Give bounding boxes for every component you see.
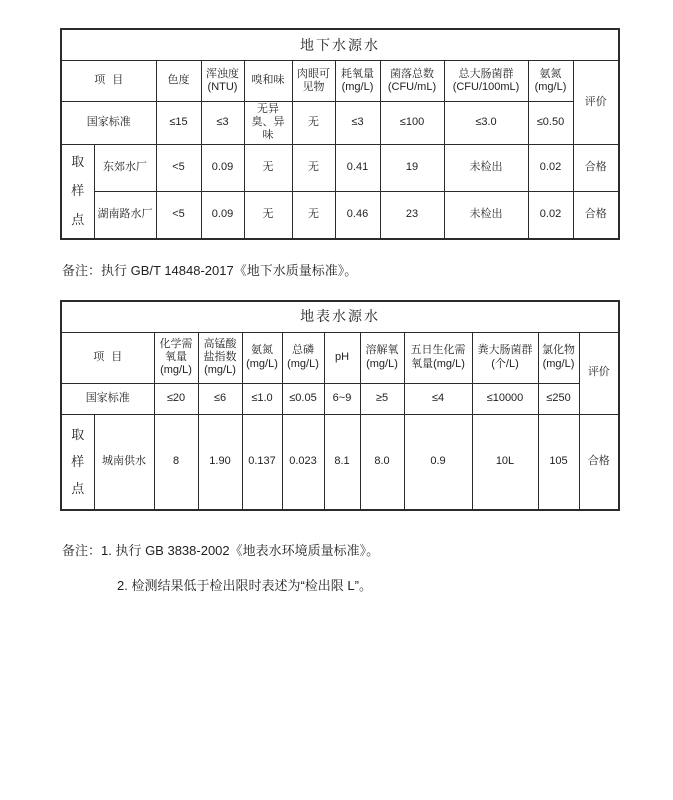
site-name: 城南供水 — [94, 414, 154, 510]
evaluation-value: 合格 — [579, 414, 619, 510]
column-header-ph — [324, 332, 360, 383]
sample-point-char: 点 — [71, 212, 85, 228]
column-name: 氯化物 — [542, 344, 575, 357]
standard-value: ≤250 — [538, 383, 579, 414]
cell-value: 0.02 — [528, 144, 573, 191]
sample-point-char: 取 — [71, 426, 85, 442]
sample-point-label — [61, 414, 94, 510]
groundwater-table-title: 地下水源水 — [61, 29, 619, 61]
standard-value: ≤10000 — [472, 383, 538, 414]
standard-value: ≤3.0 — [444, 102, 528, 145]
column-header-color — [156, 61, 201, 102]
cell-value: 无 — [292, 191, 335, 239]
cell-value: 0.02 — [528, 191, 573, 239]
column-name: 耗氧量 — [341, 67, 374, 80]
column-header-dissolved-oxygen — [360, 332, 404, 383]
evaluation-header: 评价 — [573, 61, 619, 145]
column-name: 氨氮 — [539, 67, 562, 80]
column-name: 色度 — [167, 74, 190, 87]
column-header-permanganate-index — [198, 332, 242, 383]
cell-value: 0.09 — [201, 144, 244, 191]
column-unit: (个/L) — [491, 357, 519, 370]
groundwater-table — [60, 28, 620, 240]
column-header-fecal-coliforms — [472, 332, 538, 383]
column-header-cod — [154, 332, 198, 383]
column-unit: (mg/L) — [534, 81, 567, 93]
column-name: 溶解氧 — [365, 344, 399, 357]
column-name: 总大肠菌群 — [458, 67, 514, 80]
column-unit: (mg/L) — [246, 357, 278, 370]
cell-value: 19 — [380, 144, 444, 191]
cell-value: 8 — [154, 414, 198, 510]
column-header-chloride — [538, 332, 579, 383]
standard-value: ≤6 — [198, 383, 242, 414]
cell-value: 未检出 — [444, 144, 528, 191]
standard-value: ≤3 — [335, 102, 380, 145]
national-standard-header: 国家标准 — [61, 383, 154, 414]
column-name: 氨氮 — [251, 344, 273, 357]
surface-water-table-title: 地表水源水 — [61, 301, 619, 333]
standard-value: ≤0.05 — [282, 383, 324, 414]
standard-value: ≤4 — [404, 383, 472, 414]
cell-value: 0.41 — [335, 144, 380, 191]
column-header-odor — [244, 61, 292, 102]
column-name: pH — [334, 350, 350, 363]
column-unit: (mg/L) — [366, 357, 398, 370]
cell-value: 10L — [472, 414, 538, 510]
cell-value: 8.1 — [324, 414, 360, 510]
column-unit: (mg/L) — [433, 357, 465, 370]
column-header-colony-count — [380, 61, 444, 102]
standard-value: ≤1.0 — [242, 383, 282, 414]
column-header-total-phosphorus — [282, 332, 324, 383]
cell-value: 无 — [244, 144, 292, 191]
cell-value: 0.9 — [404, 414, 472, 510]
standard-value: 6~9 — [324, 383, 360, 414]
standard-value: 无异臭、异味 — [244, 102, 292, 145]
surface-water-note-2: 2. 检测结果低于检出限时表述为“检出限 L”。 — [117, 577, 372, 593]
sample-point-char: 样 — [71, 183, 85, 199]
surface-water-note-1: 备注：1. 执行 GB 3838-2002《地表水环境质量标准》。 — [62, 542, 380, 558]
evaluation-value: 合格 — [573, 144, 619, 191]
standard-value: 无 — [292, 102, 335, 145]
column-unit: (CFU/mL) — [387, 81, 437, 93]
column-header-coliforms — [444, 61, 528, 102]
column-header-oxygen-consumption — [335, 61, 380, 102]
column-header-turbidity — [201, 61, 244, 102]
column-unit: (mg/L) — [204, 364, 236, 377]
cell-value: <5 — [156, 191, 201, 239]
cell-value: 0.46 — [335, 191, 380, 239]
column-header-visible-matter — [292, 61, 335, 102]
national-standard-header: 国家标准 — [61, 102, 156, 145]
cell-value: 23 — [380, 191, 444, 239]
sample-point-char: 取 — [71, 154, 85, 170]
item-header: 项目 — [61, 332, 154, 383]
column-name: 化学需氧量 — [159, 337, 193, 363]
column-name: 嗅和味 — [251, 74, 285, 87]
column-header-ammonia — [528, 61, 573, 102]
item-header: 项目 — [61, 61, 156, 102]
cell-value: 0.137 — [242, 414, 282, 510]
column-unit: (mg/L) — [542, 357, 575, 370]
standard-value: ≥5 — [360, 383, 404, 414]
groundwater-note: 备注：执行 GB/T 14848-2017《地下水质量标准》。 — [62, 262, 358, 278]
column-unit: (mg/L) — [287, 357, 319, 370]
cell-value: 1.90 — [198, 414, 242, 510]
standard-value: ≤20 — [154, 383, 198, 414]
cell-value: 0.09 — [201, 191, 244, 239]
site-name: 湖南路水厂 — [94, 191, 156, 239]
evaluation-header: 评价 — [579, 332, 619, 414]
standard-value: ≤3 — [201, 102, 244, 145]
column-name: 高锰酸盐指数 — [203, 337, 237, 363]
cell-value: 未检出 — [444, 191, 528, 239]
cell-value: <5 — [156, 144, 201, 191]
column-name: 浑浊度 — [206, 67, 239, 80]
evaluation-value: 合格 — [573, 191, 619, 239]
cell-value: 8.0 — [360, 414, 404, 510]
column-unit: (NTU) — [207, 81, 238, 93]
column-name: 粪大肠菌群 — [477, 344, 533, 357]
column-unit: (CFU/100mL) — [452, 81, 520, 93]
sample-point-char: 样 — [71, 453, 85, 469]
cell-value: 无 — [244, 191, 292, 239]
cell-value: 0.023 — [282, 414, 324, 510]
column-name: 菌落总数 — [390, 67, 434, 80]
column-header-ammonia — [242, 332, 282, 383]
column-name: 五日生化需氧量 — [410, 344, 466, 370]
column-unit: (mg/L) — [341, 81, 374, 93]
standard-value: ≤100 — [380, 102, 444, 145]
column-header-bod5 — [404, 332, 472, 383]
cell-value: 105 — [538, 414, 579, 510]
surface-water-table — [60, 300, 620, 511]
column-unit: (mg/L) — [160, 364, 192, 377]
sample-point-label — [61, 144, 94, 239]
sample-point-char: 点 — [71, 480, 85, 496]
cell-value: 无 — [292, 144, 335, 191]
standard-value: ≤0.50 — [528, 102, 573, 145]
standard-value: ≤15 — [156, 102, 201, 145]
column-name: 肉眼可见物 — [297, 67, 330, 93]
column-name: 总磷 — [292, 344, 314, 357]
site-name: 东郊水厂 — [94, 144, 156, 191]
